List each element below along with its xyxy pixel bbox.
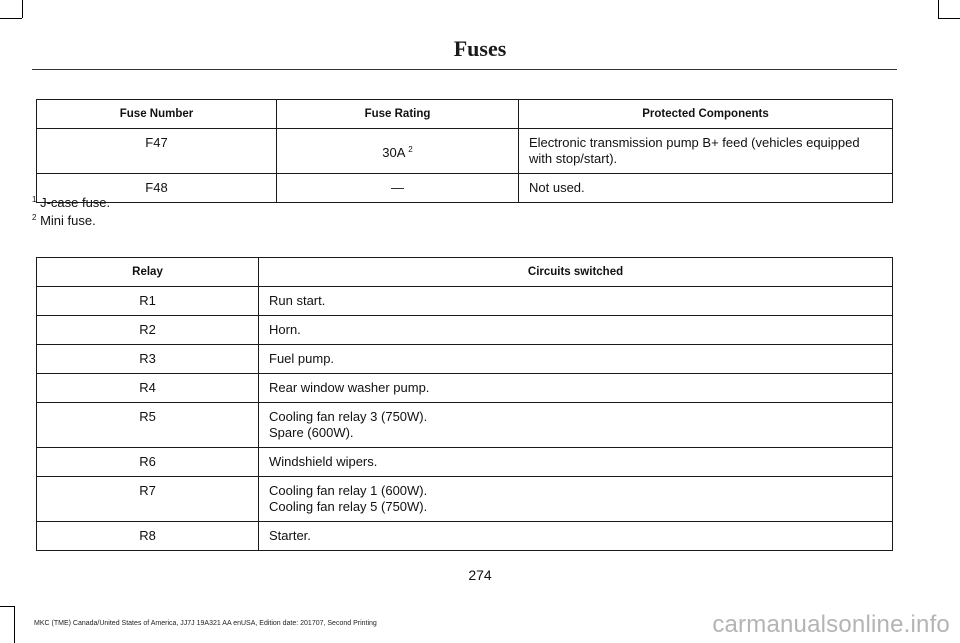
table-row bbox=[37, 287, 893, 316]
circuit-switched bbox=[259, 345, 893, 374]
fuse-rating-cell bbox=[277, 129, 519, 174]
relay-id: R4 bbox=[37, 374, 259, 403]
table-header-row bbox=[37, 100, 893, 129]
relay-id: R7 bbox=[37, 477, 259, 522]
relay-id: R6 bbox=[37, 448, 259, 477]
circuit-line: Cooling fan relay 3 (750W). bbox=[269, 409, 428, 424]
circuit-line: Spare (600W). bbox=[269, 425, 354, 440]
footnote-mark: 2 bbox=[32, 213, 37, 222]
circuit-switched bbox=[259, 477, 893, 522]
footnote bbox=[32, 195, 110, 210]
circuit-line: Starter. bbox=[269, 528, 311, 543]
circuit-switched bbox=[259, 403, 893, 448]
relay-id: R1 bbox=[37, 287, 259, 316]
table-row bbox=[37, 448, 893, 477]
relay-id: R3 bbox=[37, 345, 259, 374]
circuit-line: Rear window washer pump. bbox=[269, 380, 430, 395]
table-row bbox=[37, 477, 893, 522]
circuit-line: Fuel pump. bbox=[269, 351, 335, 366]
relay-table bbox=[36, 257, 893, 551]
circuit-line: Cooling fan relay 1 (600W). bbox=[269, 483, 428, 498]
footnote bbox=[32, 213, 96, 228]
circuit-switched bbox=[259, 522, 893, 551]
relay-id: R8 bbox=[37, 522, 259, 551]
table-header-row bbox=[37, 258, 893, 287]
column-header: Fuse Rating bbox=[277, 100, 519, 129]
table-row bbox=[37, 129, 893, 174]
circuit-switched bbox=[259, 448, 893, 477]
column-header: Relay bbox=[37, 258, 259, 287]
fuse-number: F47 bbox=[37, 129, 277, 174]
table-row bbox=[37, 403, 893, 448]
circuit-switched bbox=[259, 316, 893, 345]
fuse-rating: — bbox=[277, 174, 519, 203]
relay-id: R2 bbox=[37, 316, 259, 345]
footer-edition-info: MKC (TME) Canada/United States of America, JJ7J 19A321 AA enUSA, Edition date: 201707, Second Printing bbox=[34, 620, 377, 627]
crop-mark bbox=[0, 18, 22, 19]
circuit-line: Horn. bbox=[269, 322, 301, 337]
fuse-rating: 30A bbox=[382, 144, 405, 160]
crop-mark bbox=[938, 18, 960, 19]
table-row bbox=[37, 374, 893, 403]
circuit-switched bbox=[259, 374, 893, 403]
fuse-table bbox=[36, 99, 893, 203]
footnote-mark: 1 bbox=[32, 195, 37, 204]
crop-mark bbox=[14, 606, 15, 643]
relay-id: R5 bbox=[37, 403, 259, 448]
protected-component: Electronic transmission pump B+ feed (vehicles equipped with stop/start). bbox=[519, 129, 893, 174]
column-header: Protected Components bbox=[519, 100, 893, 129]
footnote-text: J-case fuse. bbox=[36, 195, 111, 210]
column-header: Circuits switched bbox=[259, 258, 893, 287]
circuit-line: Cooling fan relay 5 (750W). bbox=[269, 499, 428, 514]
circuit-line: Windshield wipers. bbox=[269, 454, 378, 469]
protected-component: Not used. bbox=[519, 174, 893, 203]
page-title: Fuses bbox=[453, 36, 507, 61]
footnote-text: Mini fuse. bbox=[36, 213, 96, 228]
circuit-line: Run start. bbox=[269, 293, 326, 308]
header-divider bbox=[32, 69, 897, 70]
crop-mark bbox=[22, 0, 23, 18]
table-row bbox=[37, 174, 893, 203]
fuse-number: F48 bbox=[37, 174, 277, 203]
table-row bbox=[37, 522, 893, 551]
circuit-switched bbox=[259, 287, 893, 316]
table-row bbox=[37, 345, 893, 374]
column-header: Fuse Number bbox=[37, 100, 277, 129]
crop-mark bbox=[938, 0, 939, 18]
table-row bbox=[37, 316, 893, 345]
watermark: carmanualsonline.info bbox=[712, 611, 950, 638]
crop-mark bbox=[0, 606, 14, 607]
footnote-ref: 2 bbox=[408, 144, 413, 154]
page-number: 274 bbox=[468, 567, 492, 583]
